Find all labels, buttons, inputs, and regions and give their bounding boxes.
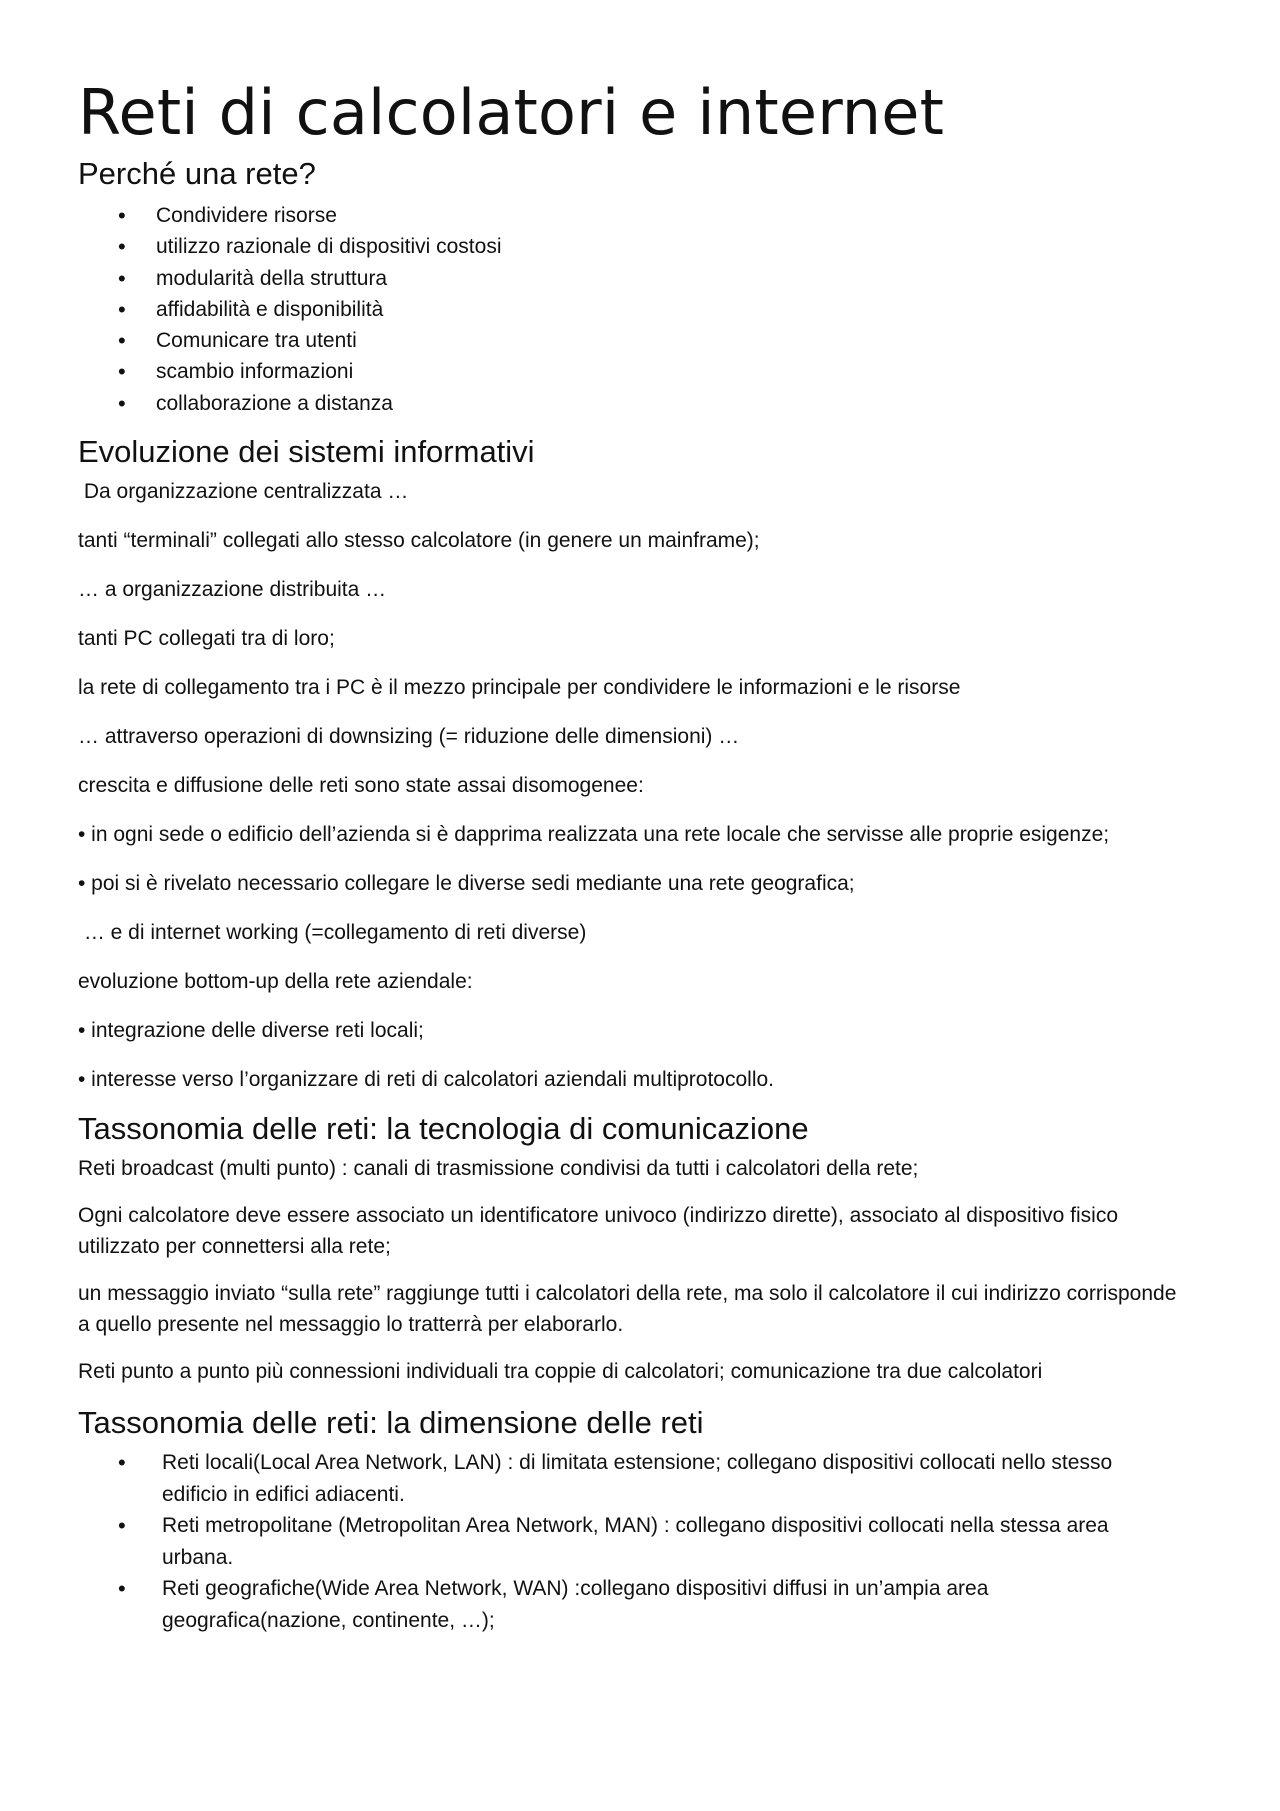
bullet-icon: • (118, 359, 126, 385)
bullet-icon: • (118, 234, 126, 260)
list-item: • Condividere risorse (78, 200, 1188, 231)
section-heading-evoluzione: Evoluzione dei sistemi informativi (78, 434, 535, 470)
reasons-list (78, 200, 1188, 419)
list-item: • Reti geografiche(Wide Area Network, WAN) :collegano dispositivi diffusi in un’ampia area geografica(nazione, continente, …); (78, 1573, 1158, 1636)
bullet-icon: • (118, 1450, 126, 1476)
document-title: Reti di calcolatori e internet (78, 76, 945, 149)
section-heading-dimensione: Tassonomia delle reti: la dimensione delle reti (78, 1405, 704, 1441)
bullet-icon: • (118, 296, 126, 322)
paragraph: • in ogni sede o edificio dell’azienda si è dapprima realizzata una rete locale che servisse alle proprie esigenze; (78, 823, 1110, 847)
bullet-icon: • (118, 203, 126, 228)
document-page (78, 72, 1188, 1636)
network-size-list (78, 1447, 1188, 1636)
bullet-icon: • (118, 1513, 126, 1539)
list-item: • Reti metropolitane (Metropolitan Area Network, MAN) : collegano dispositivi collocati nella stessa area urbana. (78, 1510, 1158, 1573)
paragraph: … a organizzazione distribuita … (78, 578, 387, 602)
paragraph: tanti “terminali” collegati allo stesso calcolatore (in genere un mainframe); (78, 529, 760, 553)
paragraph: un messaggio inviato “sulla rete” raggiunge tutti i calcolatori della rete, ma solo il calcolatore il cui indirizzo corrisponde a quello presente nel messaggio lo tratterrà per elaborarlo. (78, 1282, 1177, 1337)
list-item: • utilizzo razionale di dispositivi costosi (78, 231, 1188, 262)
paragraph: evoluzione bottom-up della rete aziendale: (78, 970, 473, 994)
paragraph: … e di internet working (=collegamento di reti diverse) (78, 921, 587, 945)
paragraph: • poi si è rivelato necessario collegare le diverse sedi mediante una rete geografica; (78, 872, 855, 896)
paragraph: Da organizzazione centralizzata … (78, 480, 409, 504)
paragraph: la rete di collegamento tra i PC è il mezzo principale per condividere le informazioni e le risorse (78, 676, 961, 700)
paragraph: • interesse verso l’organizzare di reti di calcolatori aziendali multiprotocollo. (78, 1068, 775, 1092)
list-item: • scambio informazioni (78, 356, 1188, 387)
paragraph: • integrazione delle diverse reti locali; (78, 1019, 424, 1043)
paragraph: crescita e diffusione delle reti sono state assai disomogenee: (78, 774, 644, 798)
paragraph: Reti broadcast (multi punto) : canali di trasmissione condivisi da tutti i calcolatori della rete; (78, 1157, 919, 1181)
paragraph: … attraverso operazioni di downsizing (= riduzione delle dimensioni) … (78, 725, 740, 749)
list-item: • modularità della struttura (78, 263, 1188, 294)
list-item: • Reti locali(Local Area Network, LAN) : di limitata estensione; collegano dispositivi collocati nello stesso edificio in edifici adiacenti. (78, 1447, 1158, 1510)
paragraph: Ogni calcolatore deve essere associato un identificatore univoco (indirizzo dirette), associato al dispositivo fisico utilizzato per connettersi alla rete; (78, 1204, 1119, 1259)
list-item: • affidabilità e disponibilità (78, 294, 1188, 325)
section-heading-tecnologia: Tassonomia delle reti: la tecnologia di comunicazione (78, 1111, 809, 1147)
list-item: • Comunicare tra utenti (78, 325, 1188, 356)
paragraph: Reti punto a punto più connessioni individuali tra coppie di calcolatori; comunicazione tra due calcolatori (78, 1360, 1043, 1384)
section-heading-perche-una-rete: Perché una rete? (78, 156, 316, 191)
bullet-icon: • (118, 265, 126, 291)
bullet-icon: • (118, 328, 126, 354)
list-item: • collaborazione a distanza (78, 388, 1188, 419)
bullet-icon: • (118, 390, 126, 416)
bullet-icon: • (118, 1576, 126, 1602)
paragraph: tanti PC collegati tra di loro; (78, 627, 335, 651)
